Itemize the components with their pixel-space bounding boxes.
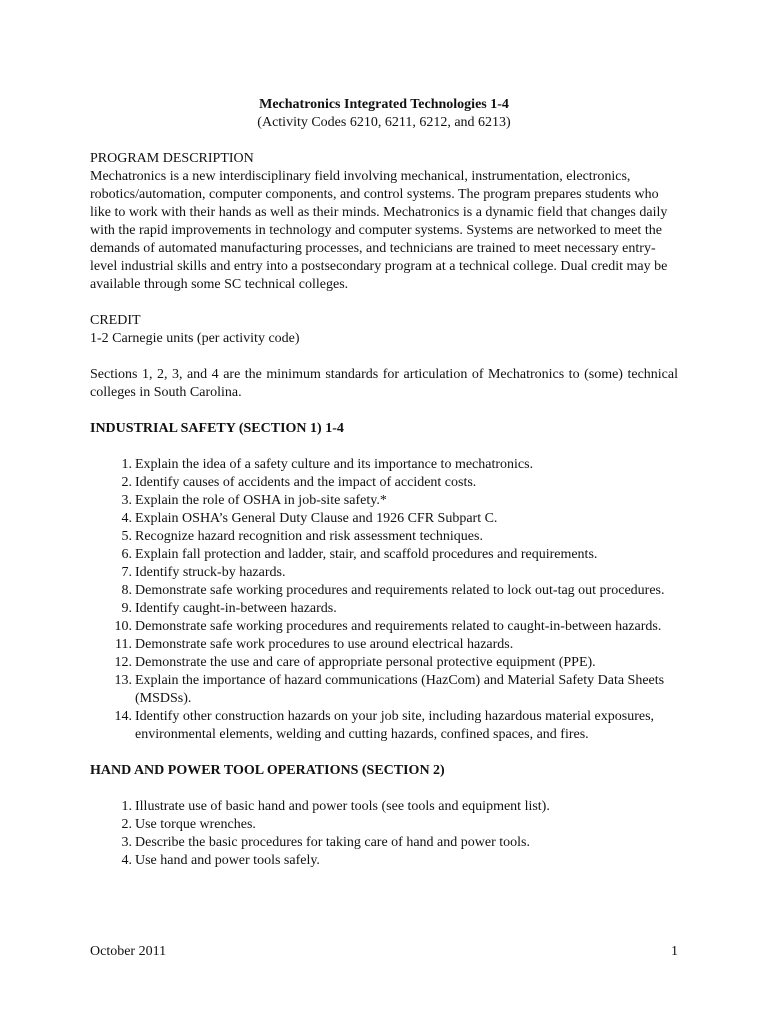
item-number: 9. xyxy=(121,601,132,616)
item-text: Identify struck-by hazards. xyxy=(135,565,286,580)
page-footer xyxy=(90,943,678,961)
item-text: Demonstrate safe working procedures and requirements related to caught-in-between hazards. xyxy=(135,619,662,634)
item-number: 4. xyxy=(121,853,132,868)
list-item xyxy=(90,654,678,672)
list-item xyxy=(90,582,678,600)
list-item xyxy=(90,618,678,636)
item-number: 4. xyxy=(121,511,132,526)
list-item xyxy=(90,834,678,852)
list-item xyxy=(90,456,678,474)
list-item xyxy=(90,546,678,564)
item-number: 5. xyxy=(121,529,132,544)
list-item xyxy=(90,528,678,546)
list-item xyxy=(90,636,678,654)
item-number: 7. xyxy=(121,565,132,580)
item-text: Identify causes of accidents and the impact of accident costs. xyxy=(135,475,477,490)
section1-heading: INDUSTRIAL SAFETY (SECTION 1) 1-4 xyxy=(90,421,344,436)
item-number: 8. xyxy=(121,583,132,598)
list-item xyxy=(90,708,678,744)
list-item xyxy=(90,510,678,528)
item-number: 6. xyxy=(121,547,132,562)
list-item xyxy=(90,600,678,618)
item-text: Explain OSHA’s General Duty Clause and 1926 CFR Subpart C. xyxy=(135,511,498,526)
item-number: 3. xyxy=(121,493,132,508)
item-text: Use hand and power tools safely. xyxy=(135,853,320,868)
item-number: 2. xyxy=(121,817,132,832)
item-text: Use torque wrenches. xyxy=(135,817,256,832)
credit-text: 1-2 Carnegie units (per activity code) xyxy=(90,331,300,346)
item-text: Identify caught-in-between hazards. xyxy=(135,601,337,616)
item-text: Illustrate use of basic hand and power tools (see tools and equipment list). xyxy=(135,799,550,814)
item-number: 1. xyxy=(121,457,132,472)
item-text: Explain fall protection and ladder, stair, and scaffold procedures and requirements. xyxy=(135,547,598,562)
section2-list xyxy=(90,798,678,870)
item-number: 10. xyxy=(114,619,132,634)
credit-heading: CREDIT xyxy=(90,313,141,328)
item-text: Explain the role of OSHA in job-site safety.* xyxy=(135,493,387,508)
item-text: Identify other construction hazards on your job site, including hazardous material exposures, environmental elements, welding and cutting hazards, confined spaces, and fires. xyxy=(135,709,655,742)
item-text: Explain the idea of a safety culture and its importance to mechatronics. xyxy=(135,457,534,472)
footer-date: October 2011 xyxy=(90,944,167,959)
document-page xyxy=(90,96,678,870)
section2-heading: HAND AND POWER TOOL OPERATIONS (SECTION 2) xyxy=(90,763,445,778)
item-text: Demonstrate the use and care of appropriate personal protective equipment (PPE). xyxy=(135,655,596,670)
program-description-text: Mechatronics is a new interdisciplinary field involving mechanical, instrumentation, electronics, robotics/automation, computer components, and control systems. The program prepares students who like to work with their hands as well as their minds. Mechatronics is a dynamic field that changes daily with the rapid improvements in technology and computer systems. Systems are networked to meet the demands of automated manufacturing processes, and technicians are trained to meet necessary entry-level industrial skills and entry into a postsecondary program at a technical college. Dual credit may be available through some SC technical colleges. xyxy=(90,169,668,292)
item-number: 2. xyxy=(121,475,132,490)
document-title: Mechatronics Integrated Technologies 1-4 xyxy=(259,97,509,112)
document-subtitle: (Activity Codes 6210, 6211, 6212, and 6213) xyxy=(257,115,511,130)
list-item xyxy=(90,852,678,870)
item-text: Explain the importance of hazard communications (HazCom) and Material Safety Data Sheets (MSDSs). xyxy=(135,673,665,706)
item-text: Demonstrate safe work procedures to use around electrical hazards. xyxy=(135,637,514,652)
list-item xyxy=(90,816,678,834)
item-text: Describe the basic procedures for taking care of hand and power tools. xyxy=(135,835,530,850)
item-number: 13. xyxy=(114,673,132,688)
item-number: 3. xyxy=(121,835,132,850)
list-item xyxy=(90,798,678,816)
item-number: 12. xyxy=(114,655,132,670)
list-item xyxy=(90,672,678,708)
item-text: Demonstrate safe working procedures and requirements related to lock out-tag out procedures. xyxy=(135,583,665,598)
item-text: Recognize hazard recognition and risk assessment techniques. xyxy=(135,529,483,544)
sections-note: Sections 1, 2, 3, and 4 are the minimum standards for articulation of Mechatronics to (some) technical colleges in South Carolina. xyxy=(90,367,678,400)
section1-list xyxy=(90,456,678,744)
page-number: 1 xyxy=(671,944,678,959)
item-number: 14. xyxy=(114,709,132,724)
item-number: 1. xyxy=(121,799,132,814)
program-description-heading: PROGRAM DESCRIPTION xyxy=(90,151,254,166)
list-item xyxy=(90,492,678,510)
list-item xyxy=(90,564,678,582)
list-item xyxy=(90,474,678,492)
item-number: 11. xyxy=(115,637,132,652)
